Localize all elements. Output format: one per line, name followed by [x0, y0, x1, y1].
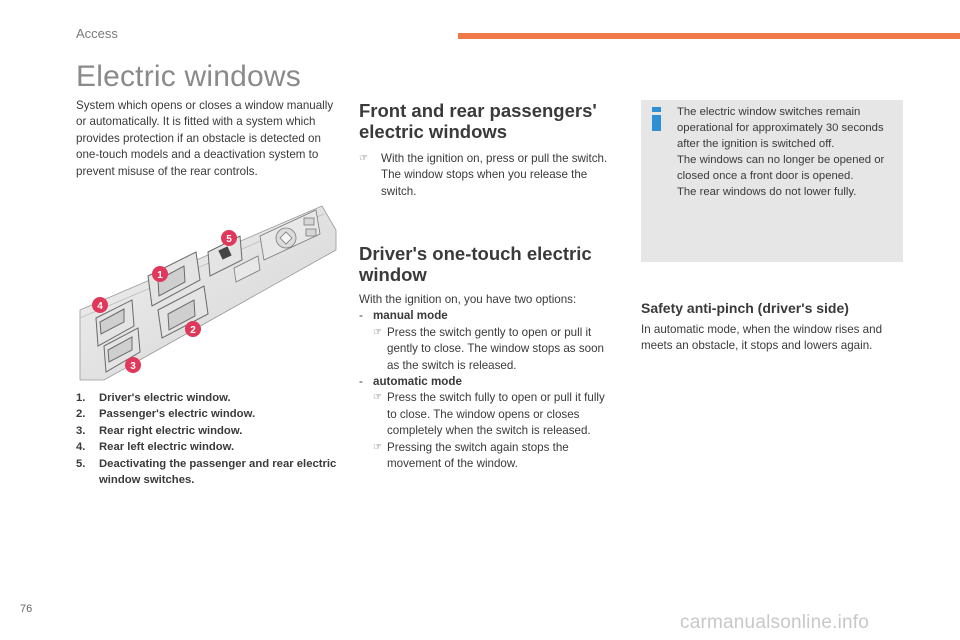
header-accent-bar [458, 33, 960, 39]
info-line-1: The electric window switches remain operational for approximately 30 seconds after the ignition is switched off. [677, 106, 884, 150]
page-title: Electric windows [76, 60, 301, 93]
pointer-icon: ☞ [373, 441, 382, 453]
safety-text: In automatic mode, when the window rises and meets an obstacle, it stops and lowers again. [641, 323, 883, 353]
front-rear-section [359, 100, 609, 200]
manual-mode-item: - manual mode [359, 308, 609, 324]
legend-item: 4. Rear left electric window. [76, 441, 235, 454]
pointer-icon: ☞ [373, 326, 382, 338]
safety-heading: Safety anti-pinch (driver's side) [641, 300, 849, 316]
one-touch-section [359, 243, 609, 472]
section-label: Access [76, 26, 118, 41]
callout-3-label: 3 [130, 361, 136, 372]
callout-2 [185, 321, 201, 337]
pointer-icon: ☞ [359, 153, 368, 164]
manual-mode-bullet: ☞ Press the switch gently to open or pull it gently to close. The window stops as soon as the switch is released. [359, 325, 609, 374]
manual-mode-label: manual mode [373, 309, 448, 323]
callout-4 [92, 297, 108, 313]
auto-mode-bullet-1: ☞ Press the switch fully to open or pull it fully to close. The window opens or closes completely when the switch is released. [359, 390, 609, 439]
info-line-2: The windows can no longer be opened or closed once a front door is opened. [677, 154, 885, 182]
one-touch-intro: With the ignition on, you have two options: [359, 293, 577, 306]
callout-4-label: 4 [97, 301, 103, 312]
auto-mode-label: automatic mode [373, 375, 462, 389]
callout-2-label: 2 [190, 325, 196, 336]
callout-5 [221, 230, 237, 246]
front-rear-bullet: ☞ With the ignition on, press or pull the switch. The window stops when you release the switch. [359, 151, 609, 200]
legend-item: 2. Passenger's electric window. [76, 408, 256, 421]
front-rear-heading: Front and rear passengers' electric windows [359, 100, 597, 142]
legend-item: 3. Rear right electric window. [76, 424, 243, 437]
callout-3 [125, 357, 141, 373]
info-text [677, 104, 901, 200]
info-line-3: The rear windows do not lower fully. [677, 186, 857, 198]
legend-item: 5. Deactivating the passenger and rear electric window switches. [76, 457, 337, 487]
auto-mode-bullet-2: ☞ Pressing the switch again stops the movement of the window. [359, 440, 609, 473]
callout-5-label: 5 [226, 234, 232, 245]
one-touch-heading: Driver's one-touch electric window [359, 243, 592, 285]
info-icon [650, 107, 663, 131]
diagram-legend [76, 390, 338, 488]
watermark: carmanualsonline.info [680, 612, 870, 633]
legend-item: 1. Driver's electric window. [76, 392, 231, 404]
callout-1-label: 1 [157, 270, 163, 281]
window-switch-diagram [74, 200, 338, 385]
callout-1 [152, 266, 168, 282]
pointer-icon: ☞ [373, 392, 382, 404]
auto-mode-item: - automatic mode [359, 374, 609, 390]
page-number: 76 [20, 603, 33, 615]
intro-paragraph: System which opens or closes a window manually or automatically. It is fitted with a system which provides protection if an obstacle is detected on one-touch models and a deactivation system to prevent misuse of the rear controls. [76, 99, 334, 178]
